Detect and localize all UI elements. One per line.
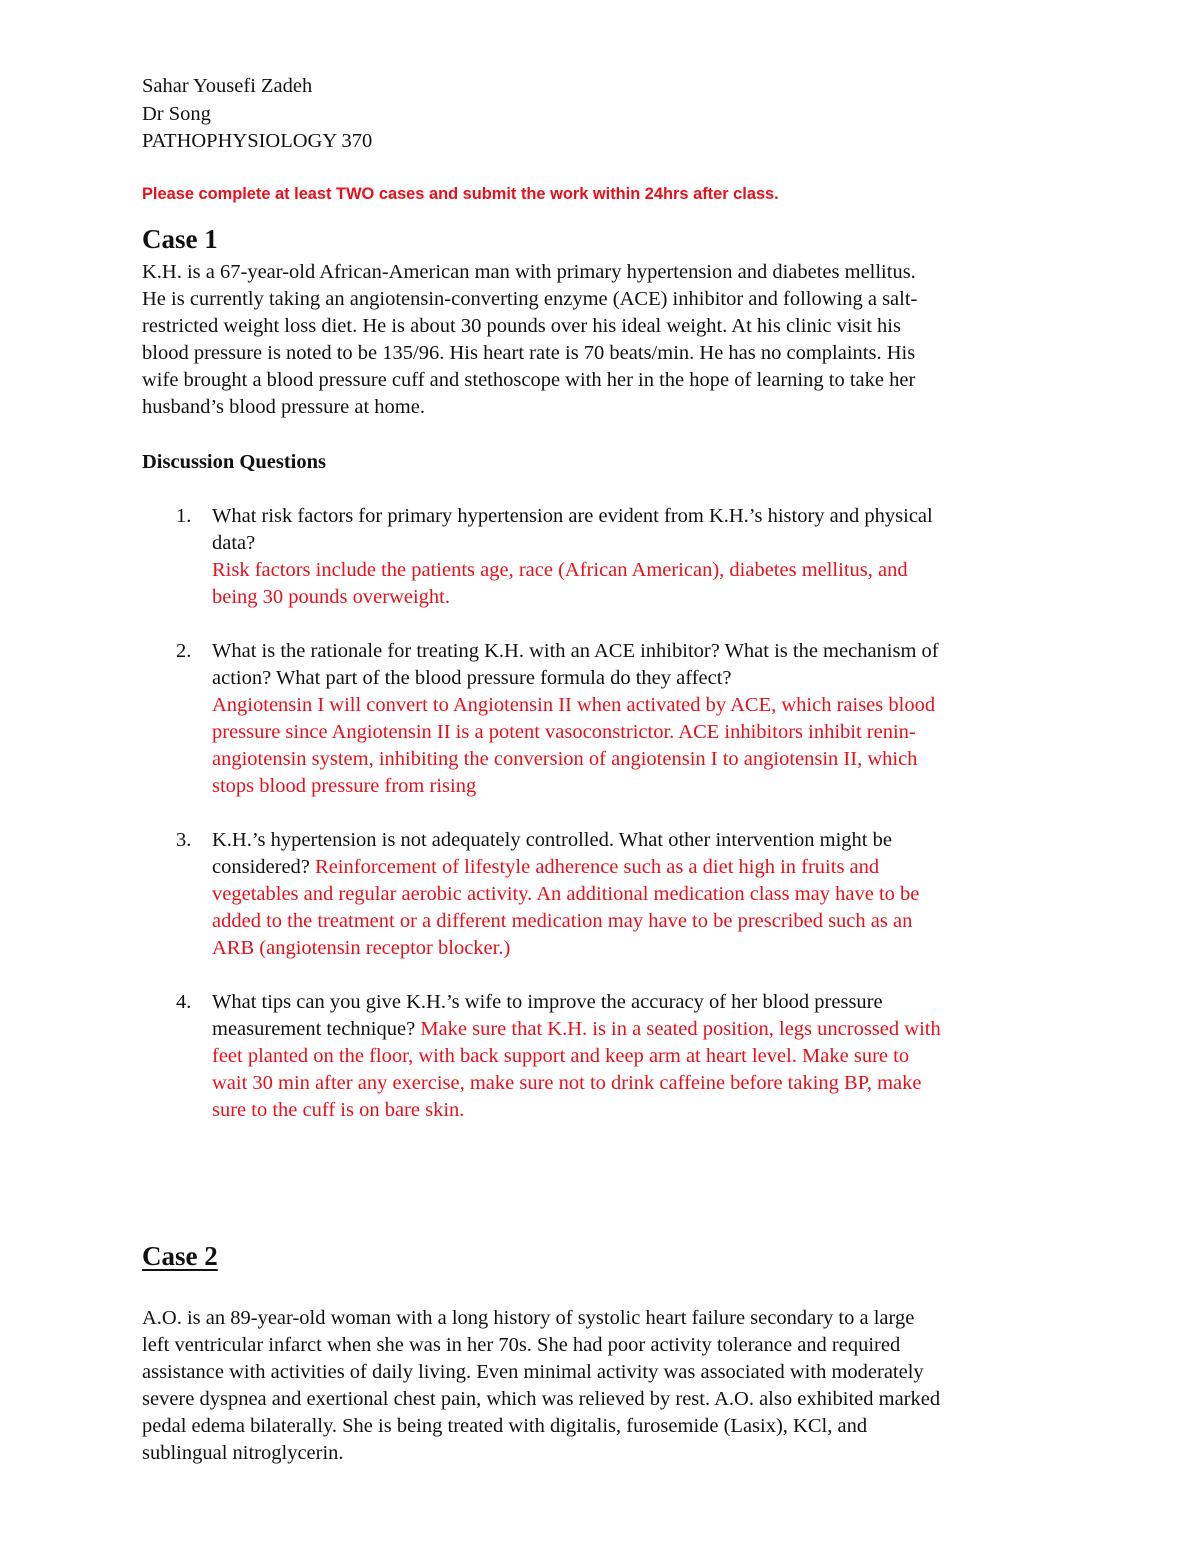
discussion-questions-heading: Discussion Questions [142, 451, 326, 473]
question-text: What is the rationale for treating K.H. with an ACE inhibitor? What is the mechanism of [212, 640, 939, 662]
question-line [212, 935, 1072, 962]
answer-text: wait 30 min after any exercise, make sure not to drink caffeine before taking BP, make [212, 1072, 922, 1094]
description-line: assistance with activities of daily living. Even minimal activity was associated with moderately [142, 1361, 924, 1383]
description-line: He is currently taking an angiotensin-converting enzyme (ACE) inhibitor and following a salt- [142, 288, 918, 310]
question-line [212, 1070, 1072, 1097]
question-text: What tips can you give K.H.’s wife to improve the accuracy of her blood pressure [212, 991, 883, 1013]
question-number: 3. [176, 829, 192, 851]
question-line [212, 854, 1072, 881]
question-line [212, 503, 1072, 530]
case-1-description [142, 259, 1082, 421]
course-name: PATHOPHYSIOLOGY 370 [142, 130, 373, 152]
answer-text: feet planted on the floor, with back support and keep arm at heart level. Make sure to [212, 1045, 910, 1067]
question-line [212, 638, 1072, 665]
question-line [212, 746, 1072, 773]
question-text: data? [212, 532, 256, 554]
case-2-description [142, 1305, 1082, 1467]
answer-text: sure to the cuff is on bare skin. [212, 1099, 465, 1121]
author-name: Sahar Yousefi Zadeh [142, 75, 313, 97]
question-line [212, 908, 1072, 935]
question-text: K.H.’s hypertension is not adequately controlled. What other intervention might be [212, 829, 892, 851]
question-text: measurement technique? [212, 1018, 421, 1040]
answer-text: Make sure that K.H. is in a seated position, legs uncrossed with [420, 1018, 941, 1040]
assignment-instruction: Please complete at least TWO cases and submit the work within 24hrs after class. [142, 185, 779, 203]
question-text: considered? [212, 856, 316, 878]
answer-text: vegetables and regular aerobic activity. An additional medication class may have to be [212, 883, 920, 905]
answer-text: being 30 pounds overweight. [212, 586, 450, 608]
question-line [212, 989, 1072, 1016]
answer-text: stops blood pressure from rising [212, 775, 477, 797]
answer-text: added to the treatment or a different medication may have to be prescribed such as an [212, 910, 913, 932]
question-body [212, 989, 1072, 1124]
description-line: K.H. is a 67-year-old African-American man with primary hypertension and diabetes mellitus. [142, 261, 916, 283]
question-number: 2. [176, 640, 192, 662]
question-line [212, 773, 1072, 800]
description-line: restricted weight loss diet. He is about 30 pounds over his ideal weight. At his clinic visit his [142, 315, 901, 337]
description-line: A.O. is an 89-year-old woman with a long history of systolic heart failure secondary to a large [142, 1307, 915, 1329]
question-line [212, 1016, 1072, 1043]
question-line [212, 1043, 1072, 1070]
question-line [212, 719, 1072, 746]
description-line: sublingual nitroglycerin. [142, 1442, 344, 1464]
question-line [212, 1097, 1072, 1124]
answer-text: Risk factors include the patients age, race (African American), diabetes mellitus, and [212, 559, 908, 581]
question-number: 1. [176, 505, 192, 527]
case-2-title: Case 2 [142, 1241, 218, 1271]
question-line [212, 881, 1072, 908]
question-text: action? What part of the blood pressure formula do they affect? [212, 667, 732, 689]
question-line [212, 530, 1072, 557]
question-text: What risk factors for primary hypertension are evident from K.H.’s history and physical [212, 505, 933, 527]
answer-text: ARB (angiotensin receptor blocker.) [212, 937, 511, 959]
question-body [212, 503, 1072, 611]
answer-text: angiotensin system, inhibiting the conversion of angiotensin I to angiotensin II, which [212, 748, 918, 770]
description-line: husband’s blood pressure at home. [142, 396, 425, 418]
description-line: severe dyspnea and exertional chest pain, which was relieved by rest. A.O. also exhibited marked [142, 1388, 941, 1410]
answer-text: pressure since Angiotensin II is a potent vasoconstrictor. ACE inhibitors inhibit renin- [212, 721, 916, 743]
question-line [212, 665, 1072, 692]
description-line: blood pressure is noted to be 135/96. His heart rate is 70 beats/min. He has no complaints. His [142, 342, 916, 364]
document-header [142, 73, 372, 156]
question-line [212, 827, 1072, 854]
answer-text: Angiotensin I will convert to Angiotensin II when activated by ACE, which raises blood [212, 694, 936, 716]
question-body [212, 827, 1072, 962]
description-line: pedal edema bilaterally. She is being treated with digitalis, furosemide (Lasix), KCl, and [142, 1415, 868, 1437]
case-1-title: Case 1 [142, 224, 218, 254]
question-number: 4. [176, 991, 192, 1013]
question-line [212, 692, 1072, 719]
answer-text: Reinforcement of lifestyle adherence such as a diet high in fruits and [315, 856, 880, 878]
question-line [212, 584, 1072, 611]
instructor-name: Dr Song [142, 102, 211, 125]
question-line [212, 557, 1072, 584]
question-body [212, 638, 1072, 800]
description-line: left ventricular infarct when she was in her 70s. She had poor activity tolerance and required [142, 1334, 901, 1356]
description-line: wife brought a blood pressure cuff and stethoscope with her in the hope of learning to take her [142, 369, 916, 391]
